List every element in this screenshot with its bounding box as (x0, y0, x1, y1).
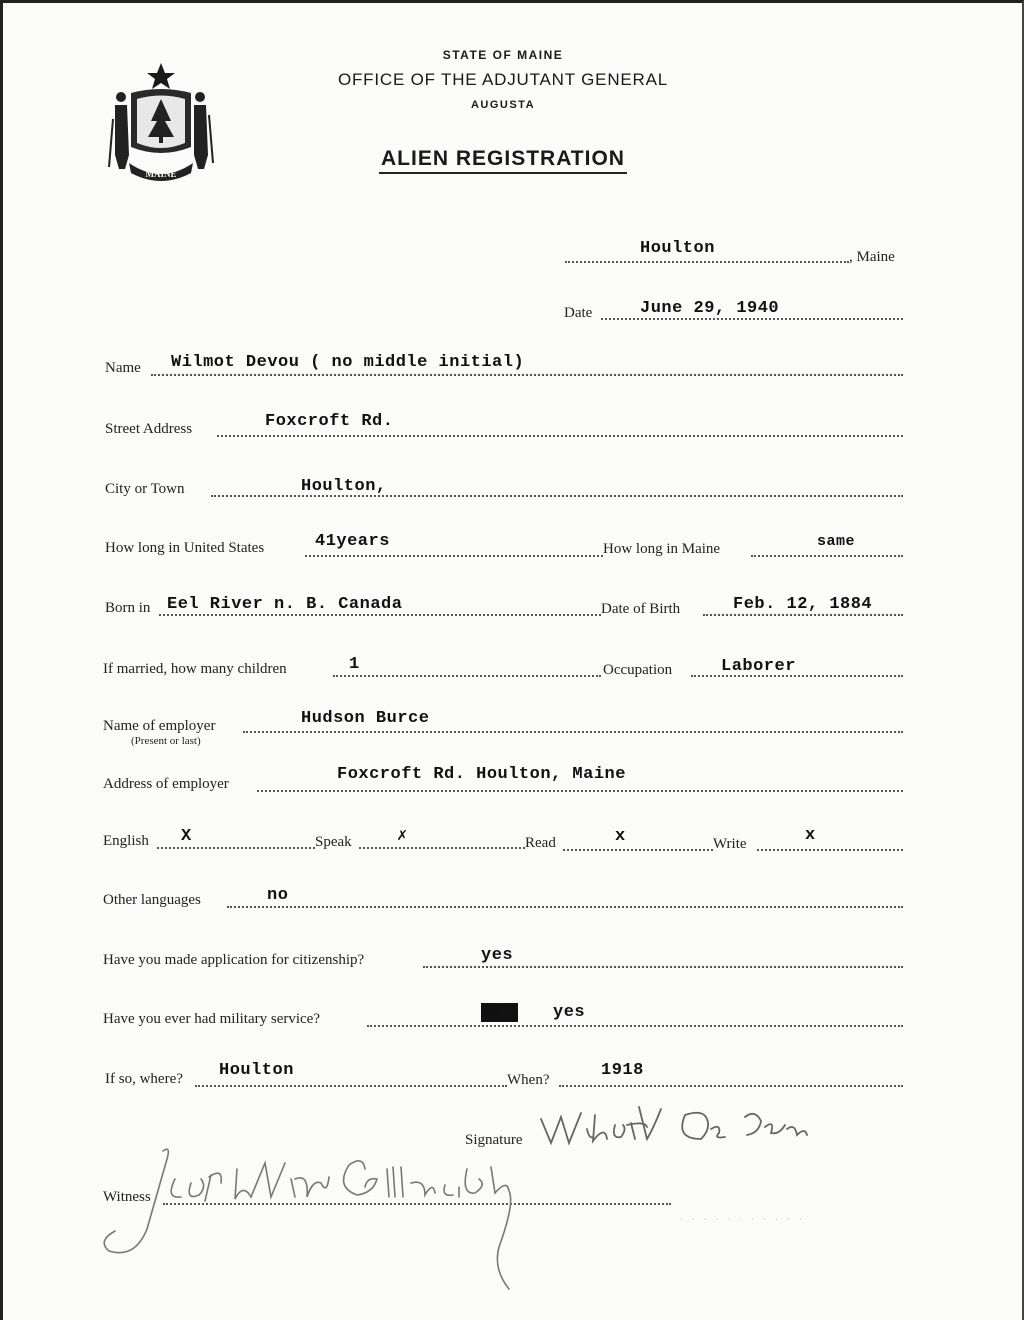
form-title: ALIEN REGISTRATION (3, 147, 1003, 171)
how-long-maine-value: same (817, 533, 856, 550)
speak-line (359, 847, 525, 849)
place-line (565, 261, 849, 263)
dob-line (703, 614, 903, 616)
read-label: Read (525, 835, 556, 851)
occupation-value: Laborer (721, 657, 796, 676)
english-label: English (103, 833, 149, 849)
where-label: If so, where? (105, 1071, 183, 1087)
write-label: Write (713, 836, 747, 852)
write-line (757, 849, 903, 851)
how-long-us-value: 41years (315, 532, 390, 551)
military-struck-value: nox (481, 1003, 518, 1022)
city-value: Houlton, (301, 477, 387, 496)
employer-address-label: Address of employer (103, 776, 229, 792)
signature-handwritten-icon (535, 1099, 907, 1155)
speak-value: ✗ (397, 827, 408, 846)
place-value: Houlton (640, 239, 715, 258)
svg-text:MAINE: MAINE (145, 169, 177, 179)
read-line (563, 849, 713, 851)
header-state: STATE OF MAINE (442, 48, 564, 62)
name-line (151, 374, 903, 376)
employer-address-value: Foxcroft Rd. Houlton, Maine (337, 765, 626, 784)
born-in-value: Eel River n. B. Canada (167, 595, 403, 614)
english-line (157, 847, 315, 849)
citizenship-label: Have you made application for citizenship? (103, 952, 365, 968)
signature-label: Signature (465, 1132, 523, 1148)
where-value: Houlton (219, 1061, 294, 1080)
street-label: Street Address (105, 421, 193, 437)
citizenship-value: yes (481, 946, 514, 965)
military-label: Have you ever had military service? (103, 1011, 320, 1027)
dob-label: Date of Birth (601, 601, 681, 617)
name-label: Name (105, 360, 141, 376)
employer-value: Hudson Burce (301, 709, 430, 728)
military-value: yes (553, 1003, 586, 1022)
when-value: 1918 (601, 1061, 644, 1080)
date-value: June 29, 1940 (640, 299, 780, 318)
place-suffix: , Maine (849, 249, 895, 265)
header-city: AUGUSTA (470, 99, 536, 111)
witness-signature-icon (95, 1139, 565, 1299)
how-long-us-label: How long in United States (105, 540, 265, 556)
date-label: Date (564, 305, 593, 321)
street-line (217, 435, 903, 437)
dob-value: Feb. 12, 1884 (733, 595, 873, 614)
when-line (559, 1085, 903, 1087)
children-label: If married, how many children (103, 661, 287, 677)
where-line (195, 1085, 507, 1087)
military-line (367, 1025, 903, 1027)
how-long-maine-label: How long in Maine (603, 541, 721, 557)
when-label: When? (507, 1072, 550, 1088)
other-languages-value: no (267, 886, 289, 905)
employer-line (243, 731, 903, 733)
how-long-maine-line (751, 555, 903, 557)
write-value: x (805, 826, 816, 845)
other-languages-line (227, 906, 903, 908)
read-value: x (615, 827, 626, 846)
employer-address-line (257, 790, 903, 792)
date-line (601, 318, 903, 320)
other-languages-label: Other languages (103, 892, 201, 908)
witness-label: Witness (103, 1189, 151, 1205)
street-value: Foxcroft Rd. (265, 412, 394, 431)
city-label: City or Town (105, 481, 185, 497)
header-office: OFFICE OF THE ADJUTANT GENERAL (337, 70, 669, 89)
born-in-line (159, 614, 601, 616)
born-in-label: Born in (105, 600, 151, 616)
occupation-label: Occupation (603, 662, 673, 678)
employer-label: Name of employer (103, 718, 216, 734)
citizenship-line (423, 966, 903, 968)
speak-label: Speak (315, 834, 352, 850)
employer-sublabel: (Present or last) (131, 735, 201, 747)
how-long-us-line (305, 555, 603, 557)
faint-stamp: · · · · · · · · · · · (679, 1211, 805, 1226)
english-value: X (181, 827, 192, 846)
name-value: Wilmot Devou ( no middle initial) (171, 353, 525, 372)
children-line (333, 675, 601, 677)
children-value: 1 (349, 655, 360, 674)
